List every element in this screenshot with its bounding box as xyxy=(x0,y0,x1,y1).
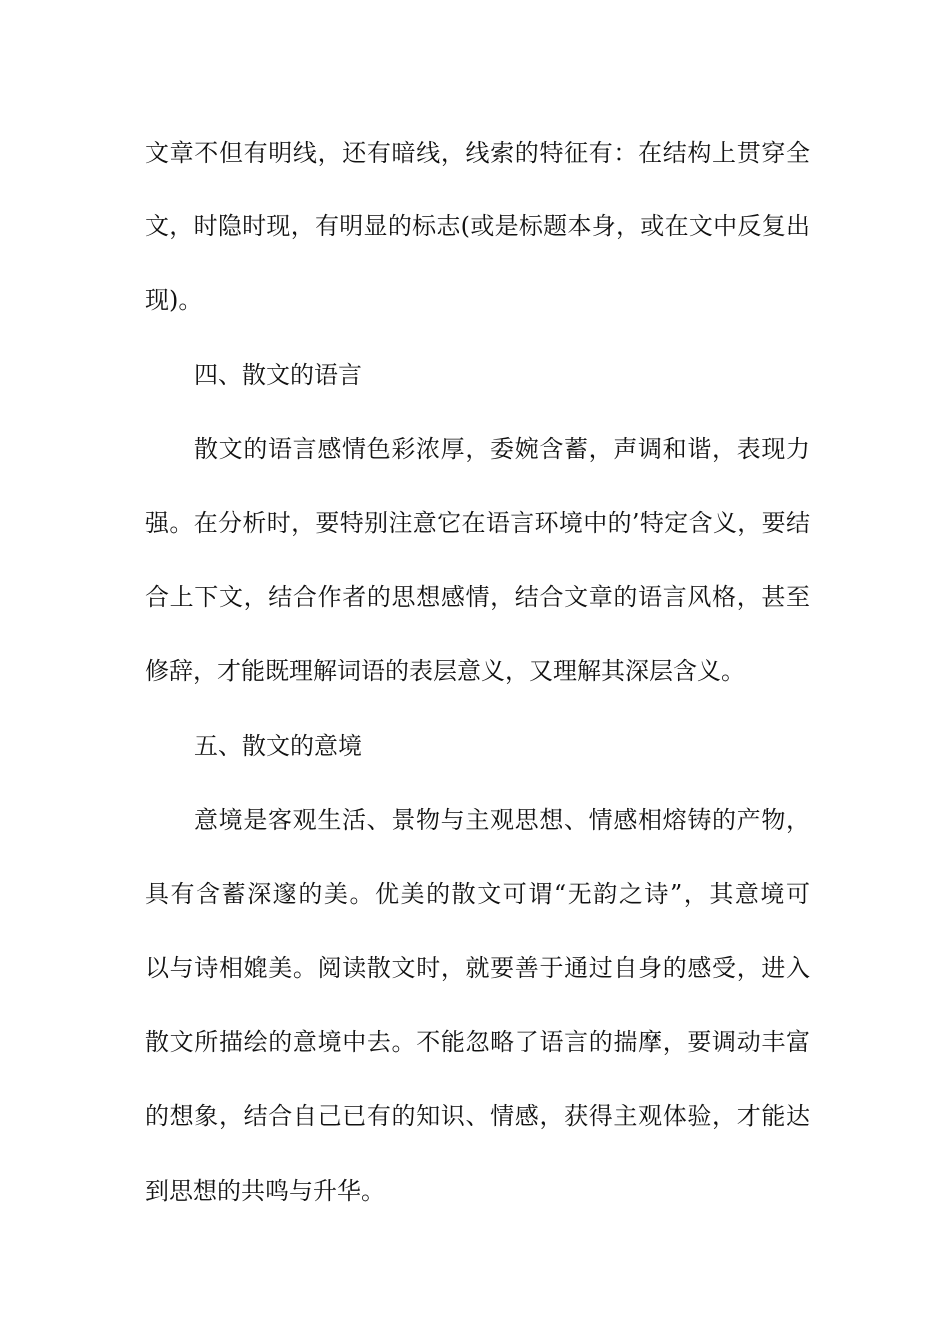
paragraph-line: 到思想的共鸣与升华。 xyxy=(145,1177,385,1205)
paragraph-line: 散文的语言感情色彩浓厚，委婉含蓄，声调和谐，表现力 xyxy=(194,435,810,463)
paragraph-line: 现)。 xyxy=(145,286,203,314)
paragraph-line: 意境是客观生活、景物与主观思想、情感相熔铸的产物， xyxy=(194,806,810,834)
paragraph-line: 散文所描绘的意境中去。不能忽略了语言的揣摩，要调动丰富 xyxy=(145,1028,810,1056)
paragraph-line: 具有含蓄深邃的美。优美的散文可谓“无韵之诗”，其意境可 xyxy=(145,880,810,908)
paragraph-line: 强。在分析时，要特别注意它在语言环境中的’特定含义，要结 xyxy=(145,509,810,537)
paragraph-line: 以与诗相媲美。阅读散文时，就要善于通过自身的感受，进入 xyxy=(145,954,810,982)
paragraph-line: 的想象，结合自己已有的知识、情感，获得主观体验，才能达 xyxy=(145,1102,810,1130)
paragraph-line: 文章不但有明线，还有暗线，线索的特征有：在结构上贯穿全 xyxy=(145,139,810,167)
section-heading: 四、散文的语言 xyxy=(194,361,362,389)
paragraph-line: 文，时隐时现，有明显的标志(或是标题本身，或在文中反复出 xyxy=(145,212,810,240)
section-heading: 五、散文的意境 xyxy=(194,732,362,760)
paragraph-line: 修辞，才能既理解词语的表层意义，又理解其深层含义。 xyxy=(145,657,745,685)
paragraph-line: 合上下文，结合作者的思想感情，结合文章的语言风格，甚至 xyxy=(145,583,810,611)
